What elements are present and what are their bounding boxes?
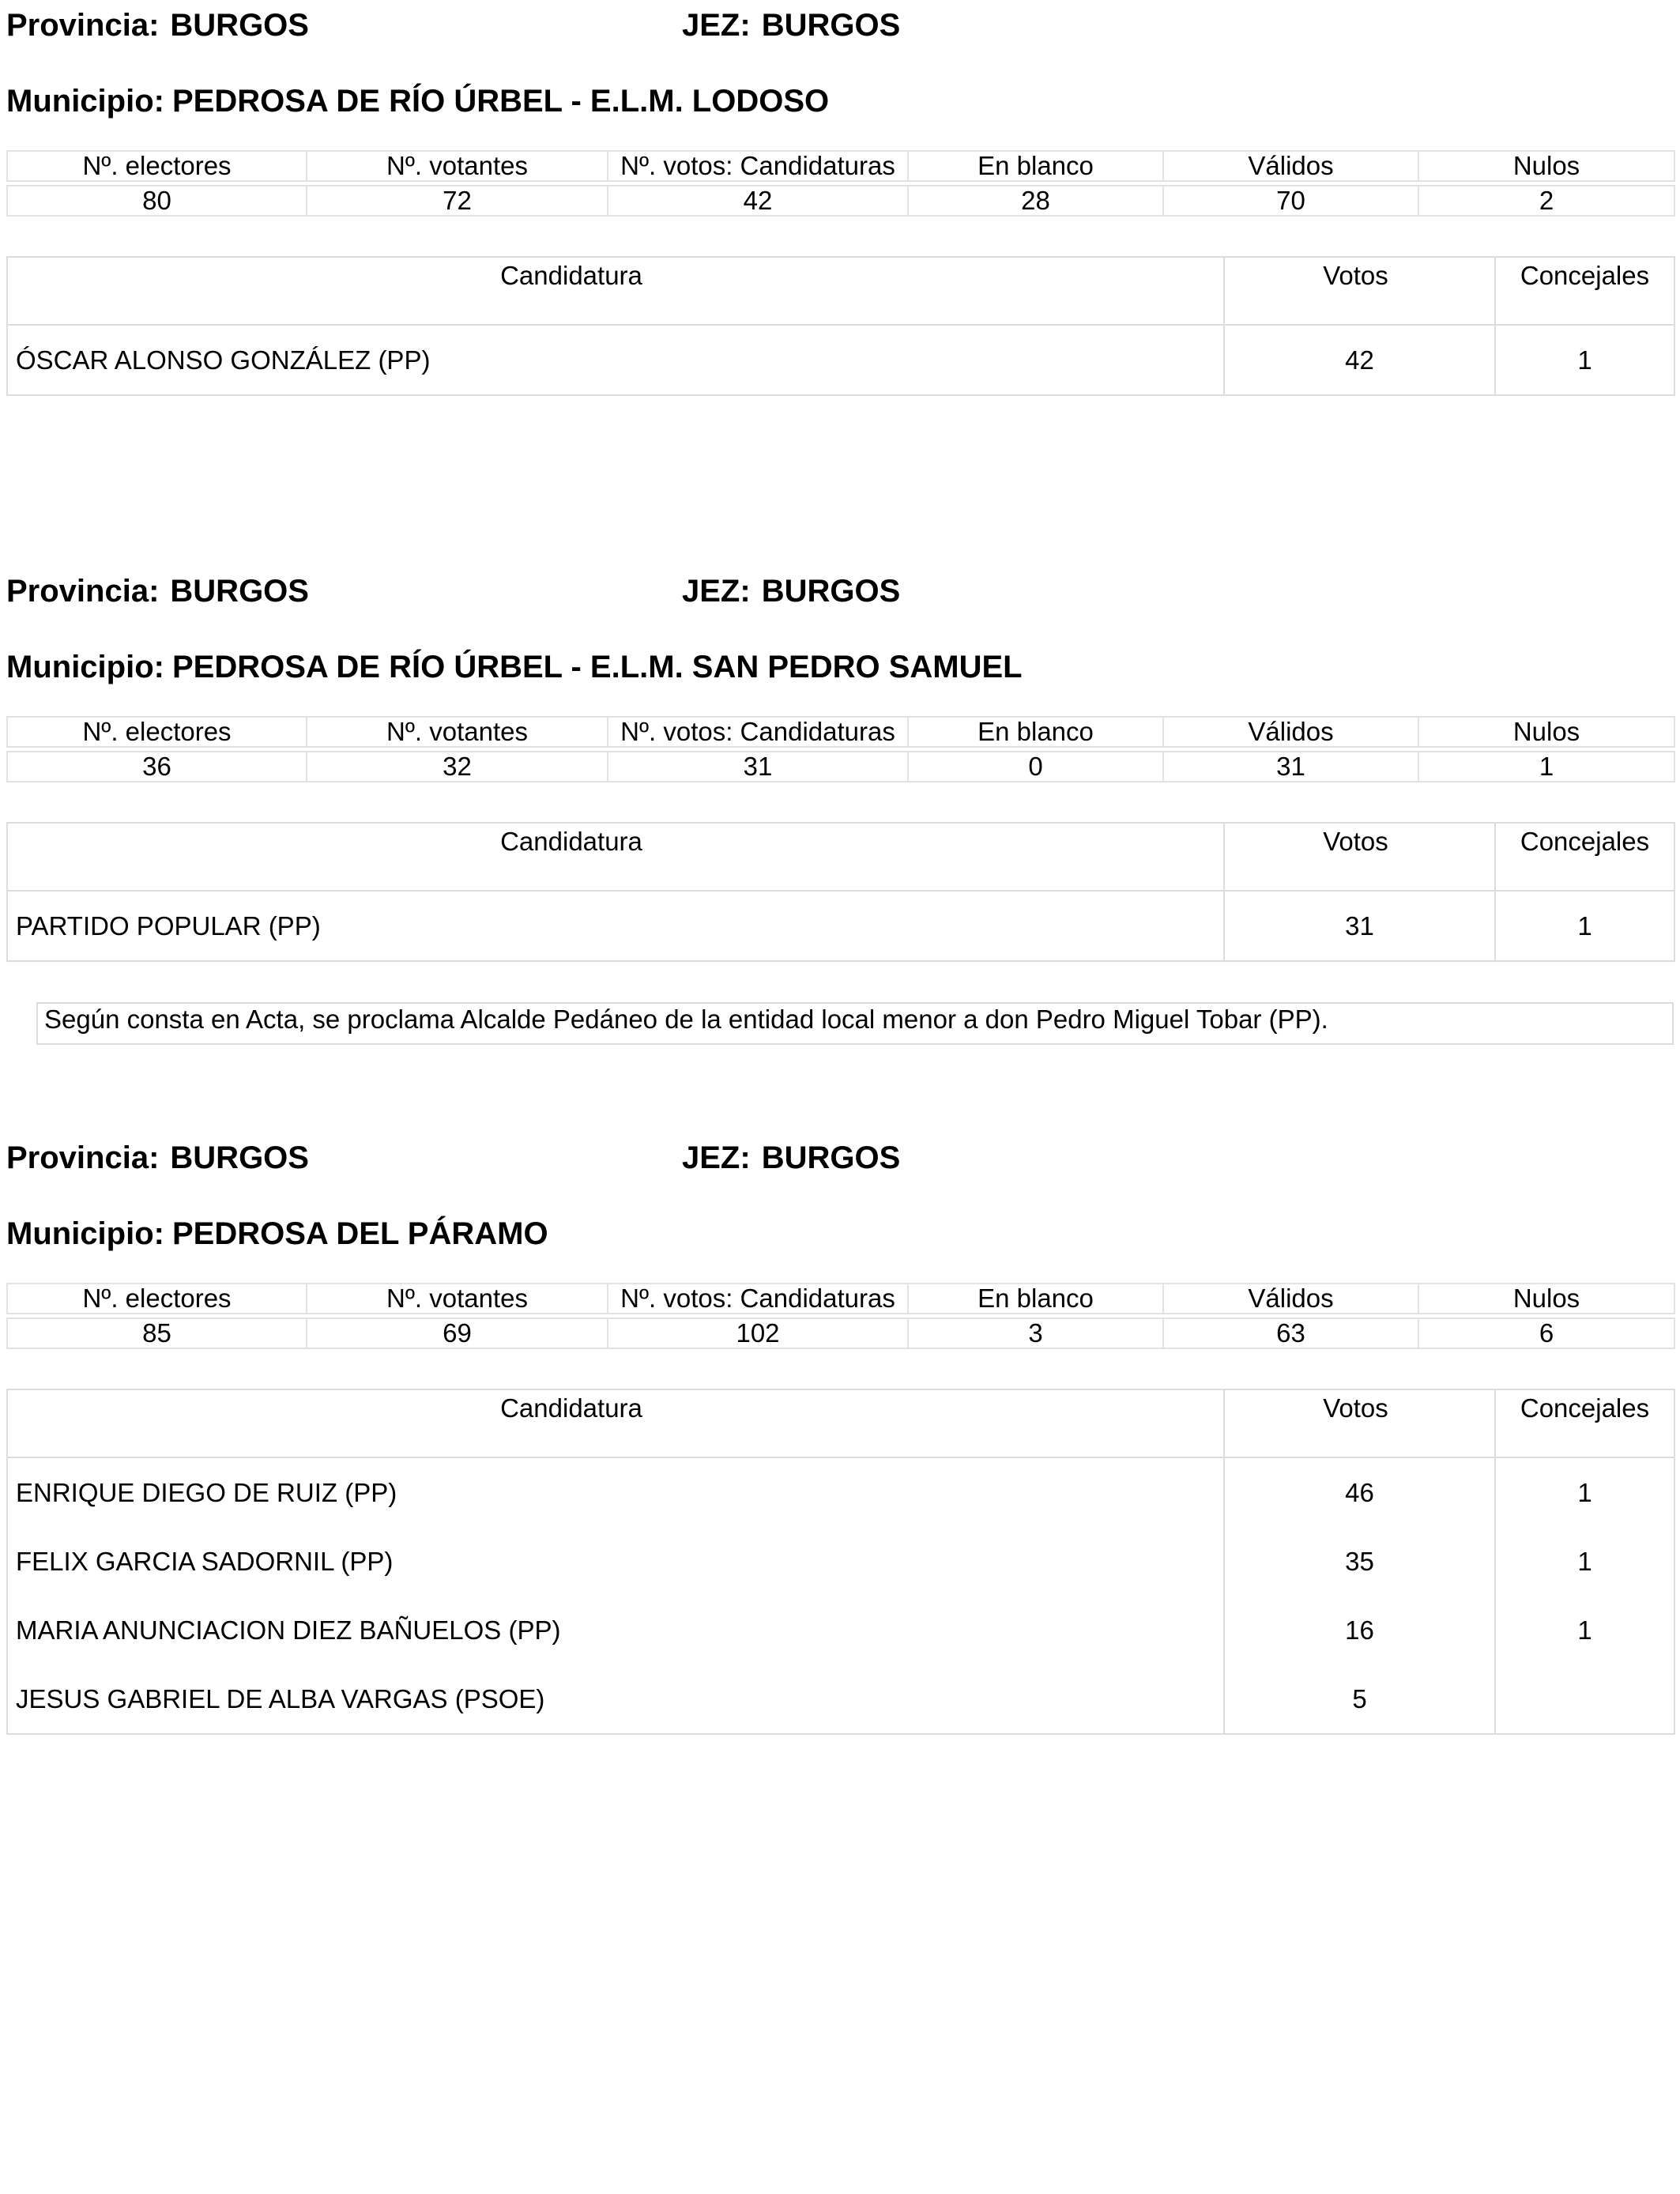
section-san-pedro-samuel	[6, 572, 1674, 1062]
provincia-heading: Provincia: BURGOS	[6, 8, 309, 43]
stats-header: En blanco	[908, 151, 1163, 181]
stats-header: Nº. votantes	[307, 151, 608, 181]
stats-header: Nulos	[1418, 1284, 1674, 1314]
stats-header: Válidos	[1163, 1284, 1418, 1314]
municipio-heading: Municipio: PEDROSA DE RÍO ÚRBEL - E.L.M. SAN PEDRO SAMUEL	[6, 650, 1023, 684]
candidate-name: ENRIQUE DIEGO DE RUIZ (PP)	[7, 1457, 1224, 1527]
concejales-header: Concejales	[1495, 1389, 1674, 1457]
stats-header: Nulos	[1418, 717, 1674, 747]
candidate-votes: 46	[1224, 1457, 1495, 1527]
candidate-name: ÓSCAR ALONSO GONZÁLEZ (PP)	[7, 325, 1224, 395]
jez-heading: JEZ: BURGOS	[682, 8, 901, 43]
candidate-concejales: 1	[1495, 1527, 1674, 1596]
stats-header: En blanco	[908, 1284, 1163, 1314]
stats-value: 80	[7, 186, 307, 216]
candidate-concejales: 1	[1495, 325, 1674, 395]
candidates-header-row	[7, 257, 1674, 325]
provincia-value: BURGOS	[170, 574, 309, 609]
candidate-name: FELIX GARCIA SADORNIL (PP)	[7, 1527, 1224, 1596]
stats-value: 36	[7, 752, 307, 782]
table-row	[7, 1596, 1674, 1664]
jez-heading: JEZ: BURGOS	[682, 574, 901, 609]
stats-value: 85	[7, 1318, 307, 1348]
stats-value: 6	[1418, 1318, 1674, 1348]
stats-value: 1	[1418, 752, 1674, 782]
stats-value: 63	[1163, 1318, 1418, 1348]
candidatura-header: Candidatura	[7, 823, 1224, 891]
municipio-heading: Municipio: PEDROSA DE RÍO ÚRBEL - E.L.M. LODOSO	[6, 84, 830, 119]
stats-header: Nº. votantes	[307, 1284, 608, 1314]
candidate-votes: 16	[1224, 1596, 1495, 1664]
stats-value: 31	[608, 752, 908, 782]
table-row	[7, 891, 1674, 961]
stats-table	[6, 1283, 1675, 1349]
votos-header: Votos	[1224, 1389, 1495, 1457]
votos-header: Votos	[1224, 257, 1495, 325]
jez-value: BURGOS	[761, 8, 901, 43]
stats-header: Nº. electores	[7, 1284, 307, 1314]
stats-value-row	[7, 752, 1674, 782]
stats-header: En blanco	[908, 717, 1163, 747]
stats-value: 42	[608, 186, 908, 216]
municipio-value: PEDROSA DE RÍO ÚRBEL - E.L.M. SAN PEDRO SAMUEL	[171, 650, 1023, 684]
candidates-header-row	[7, 1389, 1674, 1457]
table-row	[7, 1527, 1674, 1596]
stats-value: 70	[1163, 186, 1418, 216]
candidatura-header: Candidatura	[7, 257, 1224, 325]
provincia-heading: Provincia: BURGOS	[6, 574, 309, 609]
stats-value: 2	[1418, 186, 1674, 216]
candidates-header-row	[7, 823, 1674, 891]
stats-header: Nº. votantes	[307, 717, 608, 747]
stats-header: Nº. votos: Candidaturas	[608, 1284, 908, 1314]
candidates-table	[6, 1389, 1675, 1735]
candidate-name: PARTIDO POPULAR (PP)	[7, 891, 1224, 961]
candidates-table	[6, 822, 1675, 962]
candidates-table	[6, 256, 1675, 396]
candidate-name: MARIA ANUNCIACION DIEZ BAÑUELOS (PP)	[7, 1596, 1224, 1664]
stats-value: 31	[1163, 752, 1418, 782]
section-pedrosa-del-paramo	[6, 1139, 1674, 1740]
stats-header: Nº. votos: Candidaturas	[608, 717, 908, 747]
concejales-header: Concejales	[1495, 257, 1674, 325]
stats-value-row	[7, 1318, 1674, 1348]
stats-value: 32	[307, 752, 608, 782]
stats-header-row	[7, 151, 1674, 181]
candidate-votes: 5	[1224, 1664, 1495, 1734]
jez-value: BURGOS	[761, 1140, 901, 1175]
municipio-heading: Municipio: PEDROSA DEL PÁRAMO	[6, 1216, 548, 1251]
stats-table	[6, 150, 1675, 217]
stats-value: 102	[608, 1318, 908, 1348]
provincia-value: BURGOS	[170, 8, 309, 43]
table-row	[7, 1664, 1674, 1734]
stats-value: 69	[307, 1318, 608, 1348]
section-lodoso	[6, 6, 1674, 401]
votos-header: Votos	[1224, 823, 1495, 891]
stats-table	[6, 716, 1675, 782]
concejales-header: Concejales	[1495, 823, 1674, 891]
jez-value: BURGOS	[761, 574, 901, 609]
stats-header-row	[7, 1284, 1674, 1314]
candidate-name: JESUS GABRIEL DE ALBA VARGAS (PSOE)	[7, 1664, 1224, 1734]
table-row	[7, 1457, 1674, 1527]
municipio-value: PEDROSA DEL PÁRAMO	[171, 1216, 548, 1251]
candidate-votes: 42	[1224, 325, 1495, 395]
candidate-votes: 35	[1224, 1527, 1495, 1596]
stats-value: 0	[908, 752, 1163, 782]
municipio-value: PEDROSA DE RÍO ÚRBEL - E.L.M. LODOSO	[171, 84, 830, 119]
provincia-heading: Provincia: BURGOS	[6, 1140, 309, 1175]
candidatura-header: Candidatura	[7, 1389, 1224, 1457]
stats-header: Nº. electores	[7, 717, 307, 747]
stats-header: Nulos	[1418, 151, 1674, 181]
proclamation-note: Según consta en Acta, se proclama Alcalde Pedáneo de la entidad local menor a don Pedro Miguel Tobar (PP).	[36, 1002, 1674, 1045]
stats-header: Nº. electores	[7, 151, 307, 181]
candidate-concejales: 1	[1495, 1596, 1674, 1664]
stats-value-row	[7, 186, 1674, 216]
candidate-votes: 31	[1224, 891, 1495, 961]
stats-header: Nº. votos: Candidaturas	[608, 151, 908, 181]
table-row	[7, 325, 1674, 395]
stats-header: Válidos	[1163, 151, 1418, 181]
candidate-concejales: 1	[1495, 1457, 1674, 1527]
jez-heading: JEZ: BURGOS	[682, 1140, 901, 1175]
stats-header-row	[7, 717, 1674, 747]
stats-value: 3	[908, 1318, 1163, 1348]
stats-value: 28	[908, 186, 1163, 216]
provincia-value: BURGOS	[170, 1140, 309, 1175]
stats-header: Válidos	[1163, 717, 1418, 747]
candidate-concejales: 1	[1495, 891, 1674, 961]
candidate-concejales	[1495, 1664, 1674, 1734]
stats-value: 72	[307, 186, 608, 216]
